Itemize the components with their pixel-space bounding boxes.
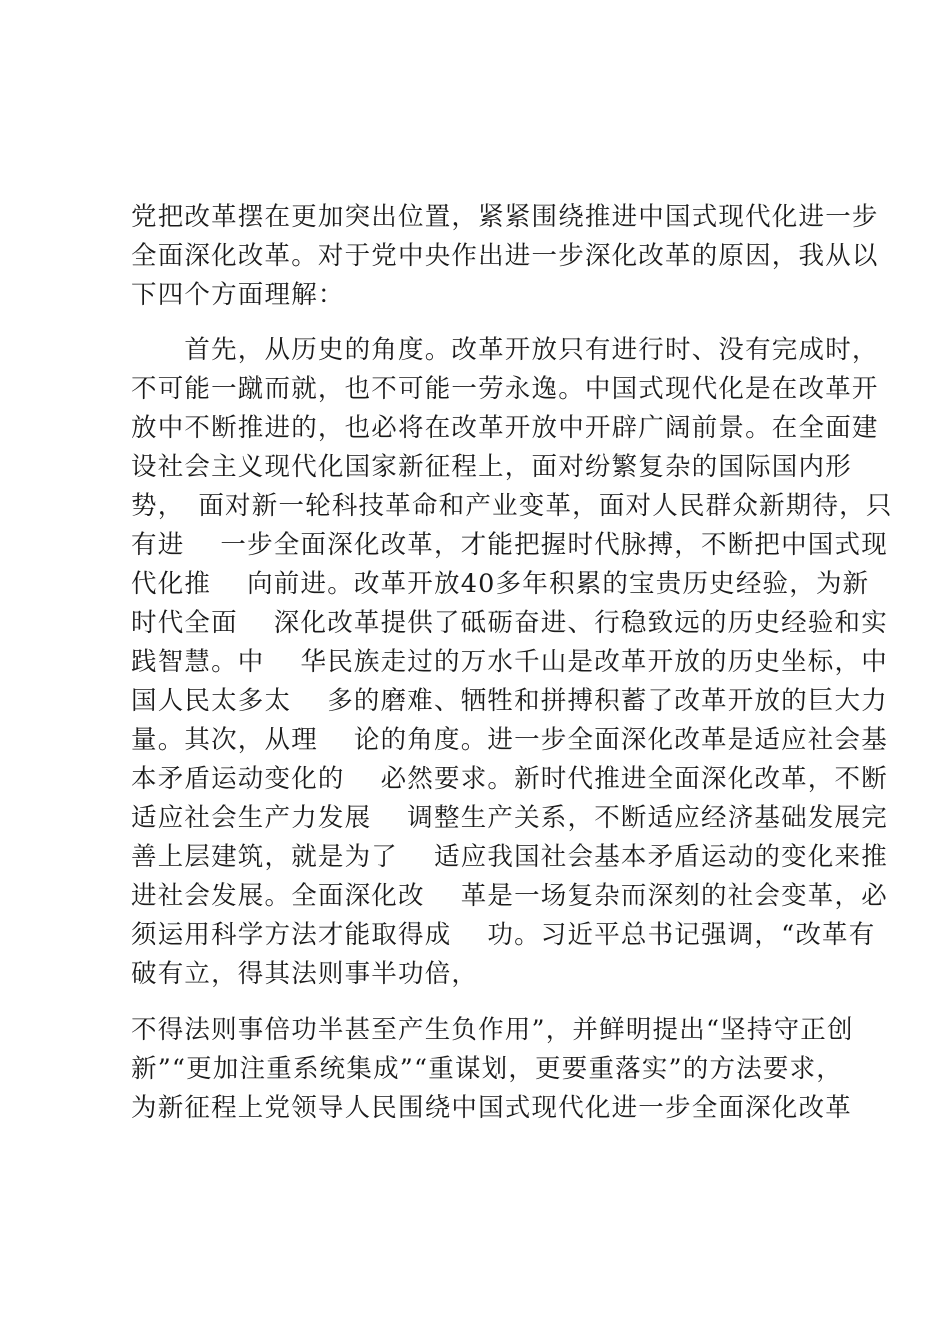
text-line: 全面深化改革。对于党中央作出进一步深化改革的原因，我从以 [131, 241, 879, 271]
text-line: 放中不断推进的，也必将在改革开放中开辟广阔前景。在全面建 [131, 413, 879, 443]
text-line: 不可能一蹴而就，也不可能一劳永逸。中国式现代化是在改革开 [131, 374, 879, 404]
text-line: 践智慧。中 华民族走过的万水千山是改革开放的历史坐标，中 [131, 647, 888, 677]
text-line: 善上层建筑，就是为了 适应我国社会基本矛盾运动的变化来推 [131, 842, 888, 872]
text-line: 代化推 向前进。改革开放40多年积累的宝贵历史经验，为新 [131, 569, 870, 599]
text-line: 量。其次，从理 论的角度。进一步全面深化改革是适应社会基 [131, 725, 888, 755]
text-line: 时代全面 深化改革提供了砥砺奋进、行稳致远的历史经验和实 [131, 608, 888, 638]
text-line: 国人民太多太 多的磨难、牺牲和拼搏积蓄了改革开放的巨大力 [131, 686, 888, 716]
text-line: 首先，从历史的角度。改革开放只有进行时、没有完成时， [131, 335, 879, 365]
text-line: 适应社会生产力发展 调整生产关系，不断适应经济基础发展完 [131, 803, 888, 833]
text-line: 势， 面对新一轮科技革命和产业变革，面对人民群众新期待，只 [131, 491, 893, 521]
text-line: 为新征程上党领导人民围绕中国式现代化进一步全面深化改革 [131, 1093, 852, 1123]
text-line: 下四个方面理解： [131, 280, 345, 310]
text-line: 设社会主义现代化国家新征程上，面对纷繁复杂的国际国内形 [131, 452, 852, 482]
text-line: 进社会发展。全面深化改 革是一场复杂而深刻的社会变革，必 [131, 881, 888, 911]
text-line: 须运用科学方法才能取得成 功。习近平总书记强调，“改革有 [131, 920, 876, 950]
text-line: 不得法则事倍功半甚至产生负作用”，并鲜明提出“坚持守正创 [131, 1015, 854, 1045]
text-line: 有进 一步全面深化改革，才能把握时代脉搏，不断把中国式现 [131, 530, 888, 560]
text-line: 新”“更加注重系统集成”“重谋划，更要重落实”的方法要求， [131, 1054, 843, 1084]
text-line: 本矛盾运动变化的 必然要求。新时代推进全面深化改革，不断 [131, 764, 888, 794]
text-line: 破有立，得其法则事半功倍， [131, 959, 479, 989]
text-line: 党把改革摆在更加突出位置，紧紧围绕推进中国式现代化进一步 [131, 202, 879, 232]
